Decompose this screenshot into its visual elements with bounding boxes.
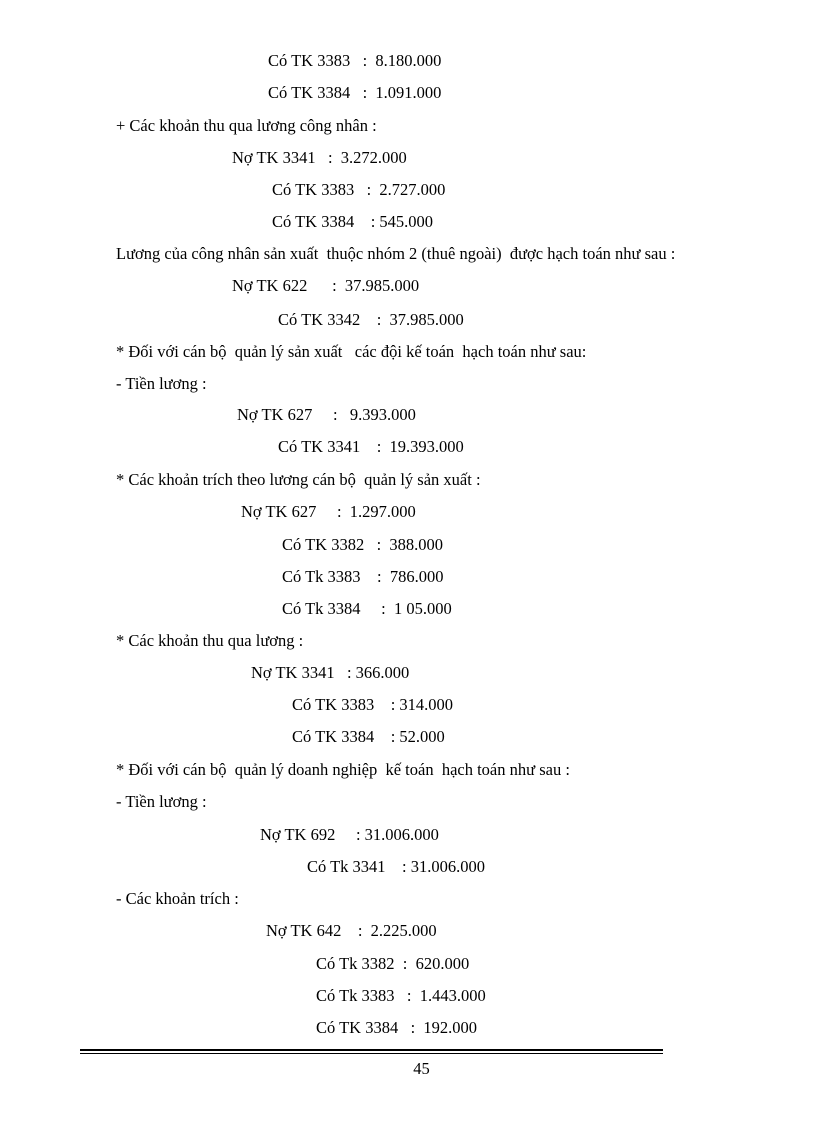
journal-credit-line: Có TK 3383 : 2.727.000 — [272, 180, 446, 199]
journal-credit-line: Có TK 3384 : 1.091.000 — [268, 83, 442, 102]
journal-credit-line: Có TK 3384 : 52.000 — [292, 727, 445, 746]
section-heading: * Đối với cán bộ quản lý sản xuất các đội kế toán hạch toán như sau: — [116, 342, 587, 361]
subheading: - Tiền lương : — [116, 374, 207, 393]
journal-debit-line: Nợ TK 3341 : 366.000 — [251, 663, 410, 682]
journal-credit-line: Có Tk 3382 : 620.000 — [316, 954, 470, 973]
journal-debit-line: Nợ TK 627 : 1.297.000 — [241, 502, 416, 521]
page-number: 45 — [413, 1059, 430, 1078]
journal-credit-line: Có TK 3342 : 37.985.000 — [278, 310, 464, 329]
journal-debit-line: Nợ TK 622 : 37.985.000 — [232, 276, 420, 295]
section-heading: * Các khoản trích theo lương cán bộ quản lý sản xuất : — [116, 470, 481, 489]
journal-debit-line: Nợ TK 3341 : 3.272.000 — [232, 148, 407, 167]
journal-debit-line: Nợ TK 692 : 31.006.000 — [260, 825, 439, 844]
journal-credit-line: Có TK 3383 : 314.000 — [292, 695, 454, 714]
journal-debit-line: Nợ TK 627 : 9.393.000 — [237, 405, 416, 424]
journal-credit-line: Có Tk 3383 : 1.443.000 — [316, 986, 486, 1005]
footer-rule — [80, 1053, 663, 1054]
journal-credit-line: Có Tk 3384 : 1 05.000 — [282, 599, 452, 618]
paragraph-text: Lương của công nhân sản xuất thuộc nhóm 2 (thuê ngoài) được hạch toán như sau : — [116, 244, 676, 263]
footer-rule — [80, 1049, 663, 1051]
journal-credit-line: Có TK 3383 : 8.180.000 — [268, 51, 442, 70]
journal-credit-line: Có TK 3382 : 388.000 — [282, 535, 444, 554]
journal-debit-line: Nợ TK 642 : 2.225.000 — [266, 921, 437, 940]
journal-credit-line: Có TK 3384 : 545.000 — [272, 212, 434, 231]
section-heading: * Đối với cán bộ quản lý doanh nghiệp kế toán hạch toán như sau : — [116, 760, 570, 779]
journal-credit-line: Có TK 3341 : 19.393.000 — [278, 437, 464, 456]
journal-credit-line: Có Tk 3341 : 31.006.000 — [307, 857, 485, 876]
section-heading: + Các khoản thu qua lương công nhân : — [116, 116, 377, 135]
section-heading: * Các khoản thu qua lương : — [116, 631, 304, 650]
journal-credit-line: Có TK 3384 : 192.000 — [316, 1018, 478, 1037]
subheading: - Các khoản trích : — [116, 889, 239, 908]
journal-credit-line: Có Tk 3383 : 786.000 — [282, 567, 444, 586]
subheading: - Tiền lương : — [116, 792, 207, 811]
